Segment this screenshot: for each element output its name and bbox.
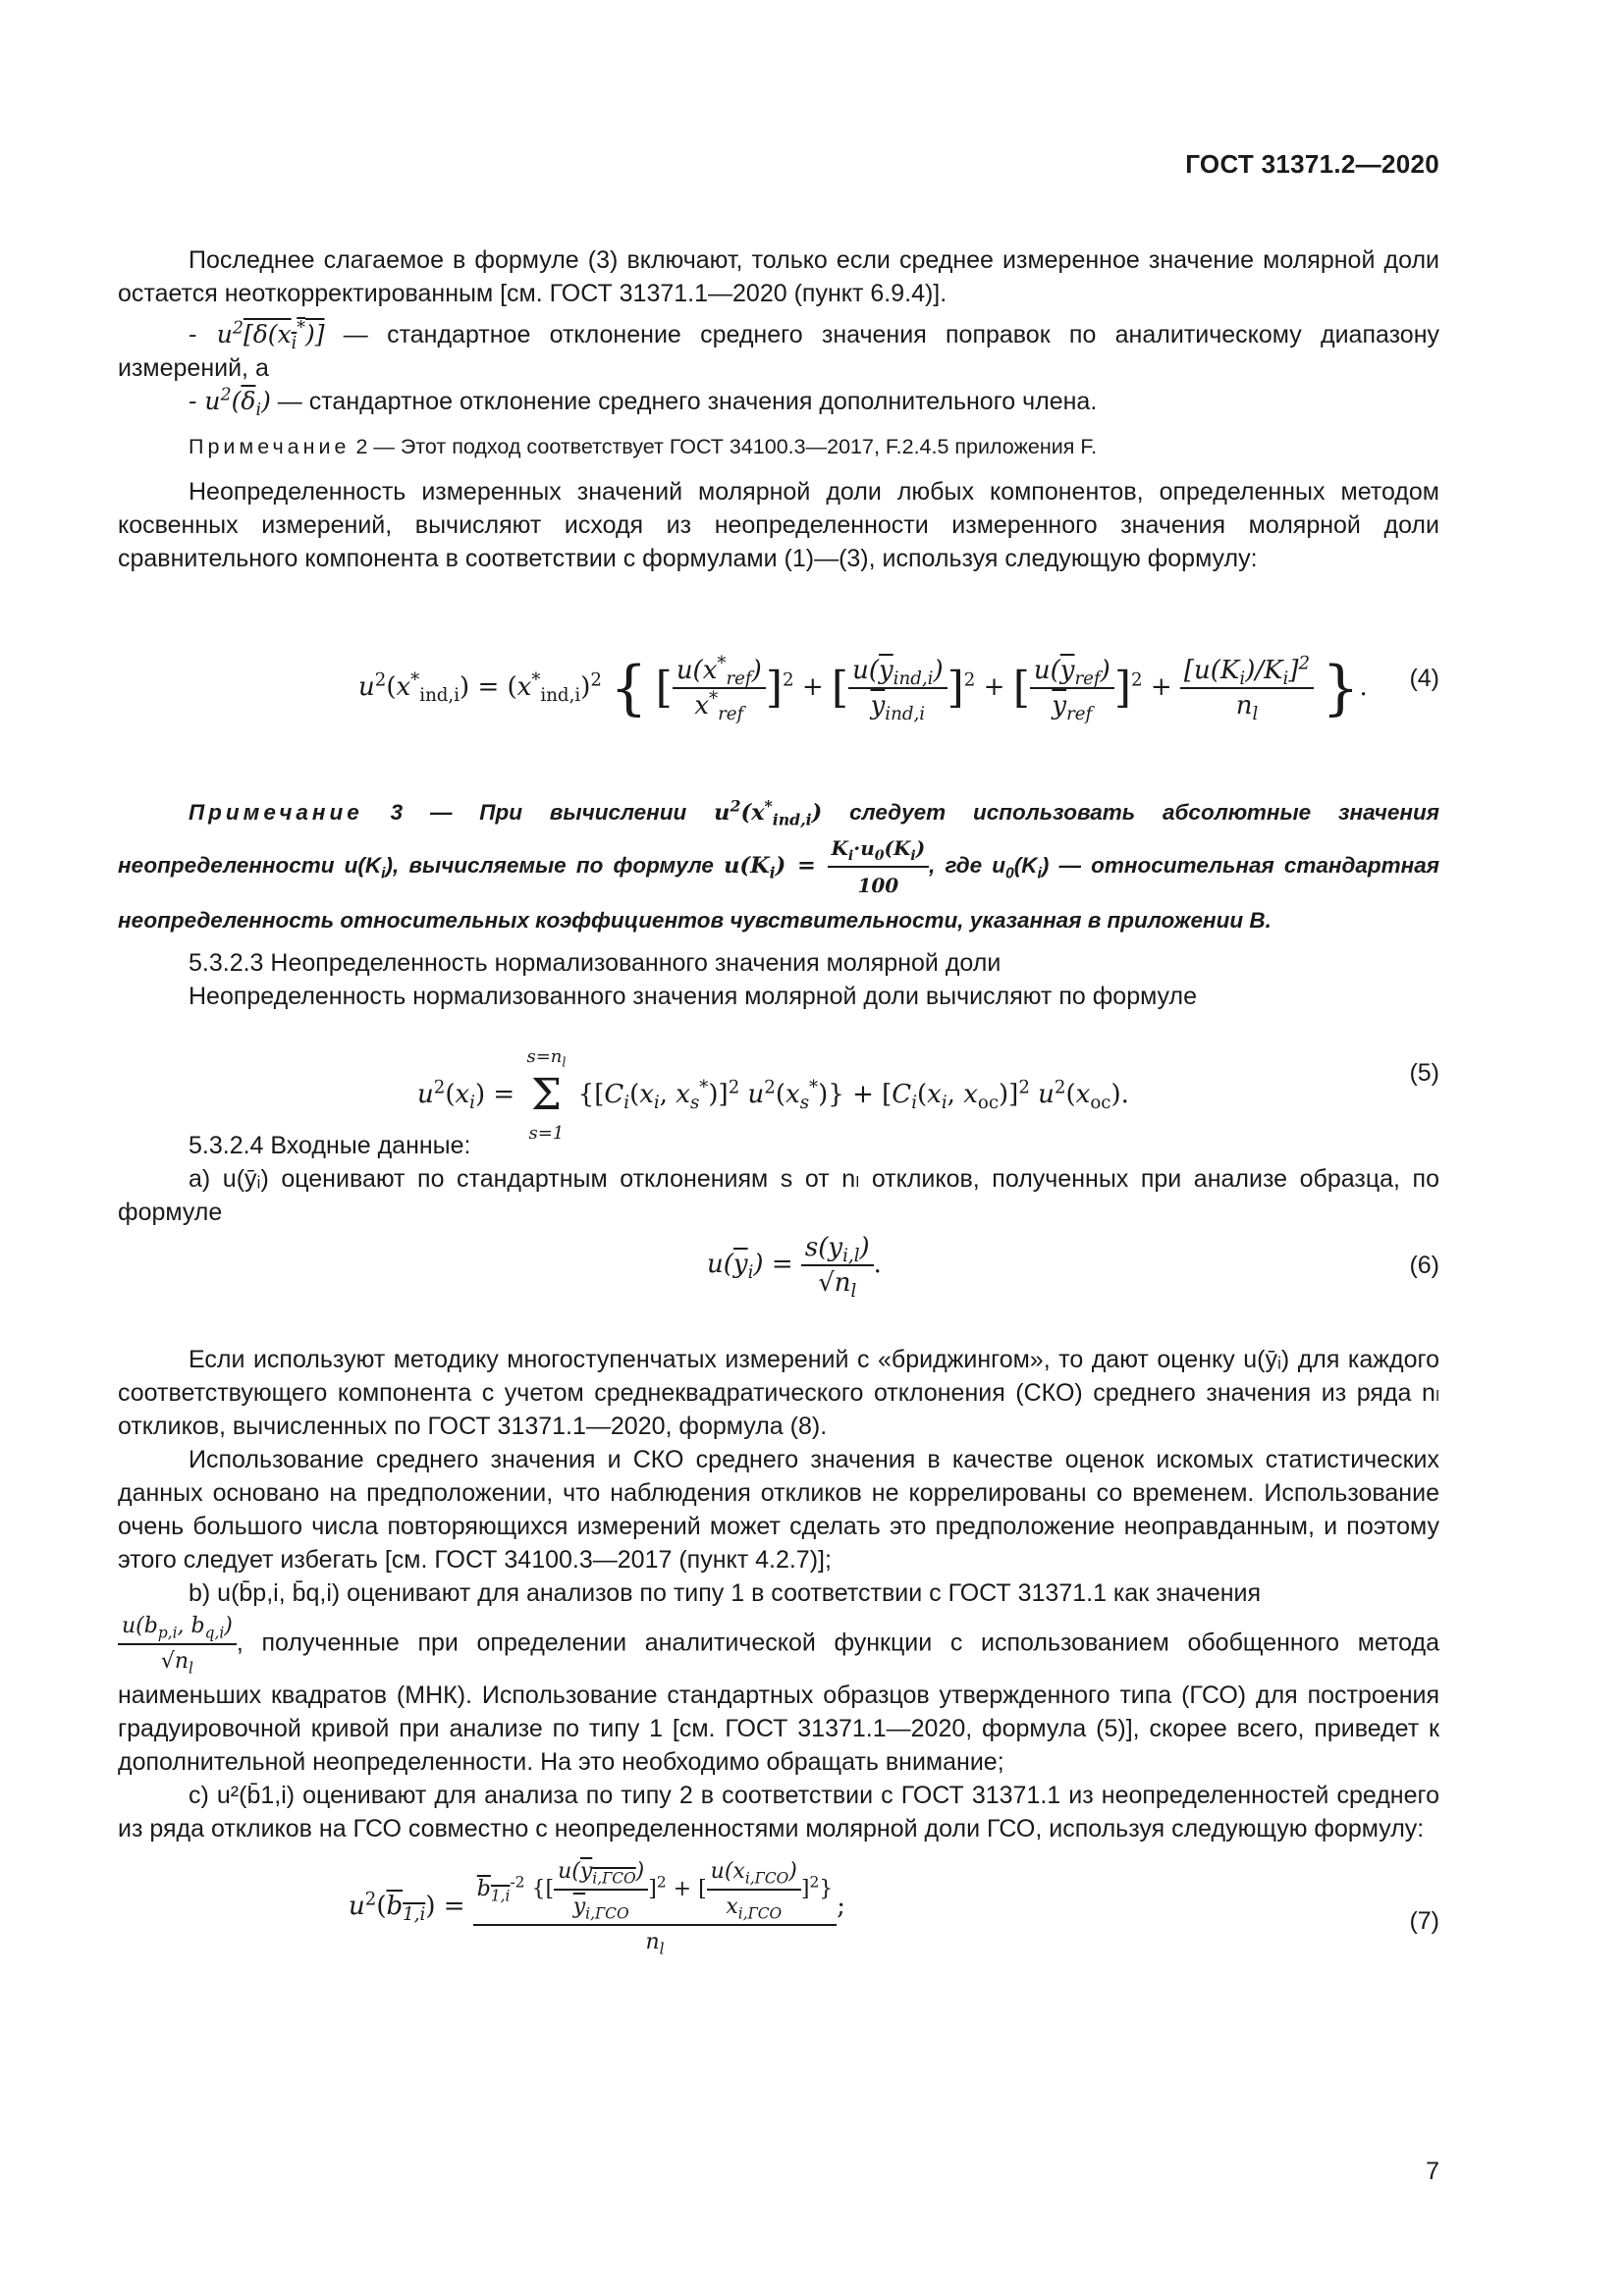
- paragraph-indirect: [118, 475, 1439, 575]
- paragraph-bridging: [118, 1343, 1439, 1443]
- paragraph-indirect-text: Неопределенность измеренных значений молярной доли любых компонентов, определенных методом косвенных измерений, вычисляют исходя из неопределенности измеренного значения молярной доли сравнительного компонента в соответствии с формулами (1)—(3), используя следующую формулу:: [118, 478, 1439, 572]
- item-c-text: c) u²(b̄1,i) оценивают для анализа по типу 2 в соответствии с ГОСТ 31371.1 из неопределенностей среднего из ряда откликов на ГСО совместно с неопределенностями молярной доли ГСО, используя следующую формулу:: [118, 1782, 1439, 1842]
- page-number: 7: [1426, 2158, 1439, 2185]
- note-3-label: Примечание: [189, 800, 363, 825]
- note-3-part-a: 3 — При вычислении: [390, 800, 687, 825]
- paragraph-mean-sko-text: Использование среднего значения и СКО среднего значения в качестве оценок искомых статистических данных основано на предположении, что наблюдения откликов не коррелированы со временем. Использование очень большого числа повторяющихся измерений может сделать это предположение неоправданным, и поэтому этого следует избегать [см. ГОСТ 34100.3—2017 (пункт 4.2.7)];: [118, 1446, 1439, 1574]
- item-b-first: [118, 1576, 1439, 1610]
- item-a-text: a) u(ȳᵢ) оценивают по стандартным отклонениям s от nₗ откликов, полученных при анализе образца, по формуле: [118, 1165, 1439, 1226]
- equation-4: [118, 585, 1439, 781]
- section-5323-title: [118, 946, 1439, 980]
- formula-u2-delta: - $u^2[\delta(x_i^*)]$: [189, 318, 325, 353]
- definition-correction: [118, 318, 1439, 385]
- equation-6: [118, 1229, 1439, 1317]
- item-b-second: [118, 1610, 1439, 1779]
- equation-4-body: $u^2(x^*_{ind,i}) = (x^*_{ind,i})^2$ { [ $\frac{u(x^*_{ref})}{x^*_{ref}}$ ]$^2$ + [ $\frac{u(\overline{y}_{ind,i})}{\overline{y}_{ind,i}}$ ]$^2$ + [ $\frac{u(\overline{y}_{ref})}{\overline{y}_{ref}}$ ]$^2$ + $\frac{[u(K_i)/K_i]^2}{n_l}$ }.: [358, 653, 1368, 725]
- doc-header: ГОСТ 31371.2—2020: [1185, 149, 1439, 179]
- note-3: Примечание 3 — При вычислении $u^2(x^*_{ind,i})$ следует использовать абсолютные значения неопределенности $u(K_i)$, вычисляемые по формуле $u(K_i)$ = $\frac{K_i\cdot u_0(K_i)}{100}$ , где $u_0(K_i)$ — относительная стандартная неопределенность относительных коэффициентов чувствительности, указанная в приложении В.: [118, 796, 1439, 933]
- section-5323-title-text: 5.3.2.3 Неопределенность нормализованного значения молярной доли: [189, 949, 1001, 977]
- paragraph-last-term-text: Последнее слагаемое в формуле (3) включают, только если среднее измеренное значение молярной доли остается неоткорректированным [см. ГОСТ 31371.1—2020 (пункт 6.9.4)].: [118, 246, 1439, 307]
- definition-correction-text: — стандартное отклонение среднего значения поправок по аналитическому диапазону измерений, а: [118, 321, 1439, 382]
- item-b-second-text: , полученные при определении аналитической функции с использованием обобщенного метода наименьших квадратов (МНК). Использование стандартных образцов утвержденного типа (ГСО) для построения градуировочной кривой при анализе по типу 1 [см. ГОСТ 31371.1—2020, формула (5)], скорее всего, приведет к дополнительной неопределенности. На это необходимо обращать внимание;: [118, 1629, 1439, 1776]
- body-text: [118, 243, 1439, 1983]
- note-2-label: Примечание: [189, 435, 351, 458]
- paragraph-last-term: [118, 243, 1439, 310]
- definition-additional-text: — стандартное отклонение среднего значения дополнительного члена.: [277, 388, 1098, 415]
- definition-additional: [118, 385, 1439, 418]
- equation-4-number: (4): [1409, 665, 1439, 692]
- note-3-part-e: (K: [1013, 853, 1038, 878]
- equation-7: [118, 1855, 1439, 1983]
- formula-u2-delta-bar: - $u^2(\overline{\delta}_i)$: [189, 385, 271, 420]
- note-2: [118, 430, 1439, 463]
- paragraph-bridging-text: Если используют методику многоступенчатых измерений с «бриджингом», то дают оценку u(ȳᵢ) для каждого соответствующего компонента с учетом среднеквадратического отклонения (СКО) среднего значения из ряда nₗ откликов, вычисленных по ГОСТ 31371.1—2020, формула (8).: [118, 1346, 1439, 1440]
- note-3-part-b: следует использовать абсолютные значения неопределенности u(K: [118, 800, 1439, 878]
- equation-5: [118, 1013, 1439, 1144]
- note-3-part-f: ) — относительная стандартная неопределенность относительных коэффициентов чувствительности, указанная в приложении В.: [118, 853, 1439, 933]
- equation-6-number: (6): [1409, 1252, 1439, 1279]
- formula-u-b-over-sqrt-n: $\frac{u(b_{p,i}, b_{q,i})}{√n_l}$: [118, 1610, 237, 1679]
- note-2-text: 2 — Этот подход соответствует ГОСТ 34100.3—2017, F.2.4.5 приложения F.: [355, 435, 1098, 458]
- section-5324-title-text: 5.3.2.4 Входные данные:: [189, 1132, 471, 1159]
- equation-5-body: $u^2(x_i)$ = $s=n_l$ Σ s=1 {[$C_i(x_i$, $x_s^*)]^2$ $u^2(x_s^*)\} + [C_i(x_i$, $x_{oc})]^2$ $u^2(x_{oc})$.: [417, 1046, 1129, 1144]
- paragraph-mean-sko: [118, 1443, 1439, 1576]
- equation-7-number: (7): [1409, 1907, 1439, 1935]
- section-5323-text: [118, 980, 1439, 1013]
- equation-5-number: (5): [1409, 1059, 1439, 1087]
- note-3-part-c: ), вычисляемые по формуле: [385, 853, 714, 878]
- item-b-first-text: b) u(b̄p,i, b̄q,i) оценивают для анализов по типу 1 в соответствии с ГОСТ 31371.1 как значения: [189, 1579, 1262, 1607]
- note-3-part-d: , где u: [929, 853, 1005, 878]
- equation-6-body: $u(\overline{y}_i)$ = $\frac{s(y_{i,l})}{√n_l}$ .: [707, 1233, 882, 1303]
- item-c: [118, 1779, 1439, 1845]
- section-5323-text-body: Неопределенность нормализованного значения молярной доли вычисляют по формуле: [189, 983, 1198, 1010]
- item-a: [118, 1162, 1439, 1229]
- equation-7-body: $u^2(b_{1,i})$ = $b_{1,i}^{-2}$ {[ $\frac{u(y_{i,ГСО})}{\overline{y}_{i,ГСО}}$ ]$^2$ + [ $\frac{u(x_{i,ГСО})}{x_{i,ГСО}}$ ]$^2$} $n_l$ ;: [349, 1855, 845, 1959]
